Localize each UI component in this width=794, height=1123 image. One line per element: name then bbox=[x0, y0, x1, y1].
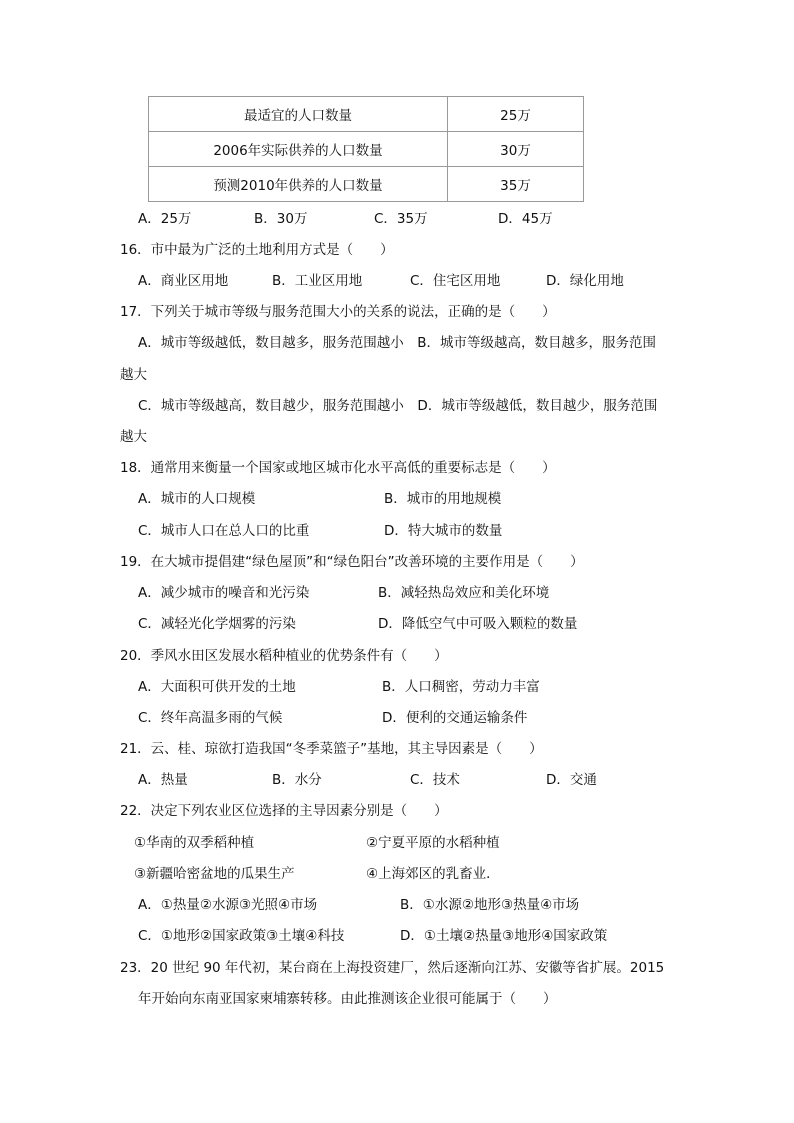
q22-item-3: ③新疆哈密盆地的瓜果生产 bbox=[134, 866, 295, 882]
table-cell-value: 25万 bbox=[448, 97, 584, 132]
q15-option-a: A．25万 bbox=[138, 211, 192, 227]
q18-option-d: D．特大城市的数量 bbox=[384, 523, 503, 539]
q17-options-line2-wrap: 越大 bbox=[120, 429, 147, 445]
q21-option-c: C．技术 bbox=[410, 772, 460, 788]
q22-item-1: ①华南的双季稻种植 bbox=[134, 835, 255, 851]
q17-options-line1-wrap: 越大 bbox=[120, 367, 147, 383]
table-row bbox=[149, 132, 584, 167]
q20-option-c: C．终年高温多雨的气候 bbox=[138, 710, 283, 726]
q20-stem: 20．季风水田区发展水稻种植业的优势条件有（ ） bbox=[120, 648, 448, 664]
q17-options-line1: A．城市等级越低，数目越多，服务范围越小 B．城市等级越高，数目越多，服务范围 bbox=[138, 335, 656, 351]
q19-option-b: B．减轻热岛效应和美化环境 bbox=[378, 585, 550, 601]
q23-stem-line2: 年开始向东南亚国家柬埔寨转移。由此推测该企业很可能属于（ ） bbox=[138, 991, 557, 1007]
q23-stem-line1: 23．20 世纪 90 年代初，某台商在上海投资建厂，然后逐渐向江苏、安徽等省扩展。2015 bbox=[120, 960, 665, 976]
q20-option-b: B．人口稠密，劳动力丰富 bbox=[382, 679, 540, 695]
q21-option-d: D．交通 bbox=[546, 772, 597, 788]
q16-option-a: A．商业区用地 bbox=[138, 273, 229, 289]
q22-item-2: ②宁夏平原的水稻种植 bbox=[366, 835, 500, 851]
q18-option-b: B．城市的用地规模 bbox=[384, 491, 502, 507]
q16-option-d: D．绿化用地 bbox=[546, 273, 624, 289]
table-cell-value: 30万 bbox=[448, 132, 584, 167]
q19-option-d: D．降低空气中可吸入颗粒的数量 bbox=[378, 616, 578, 632]
table-cell-label: 2006年实际供养的人口数量 bbox=[149, 132, 448, 167]
q15-option-d: D．45万 bbox=[498, 211, 553, 227]
q15-option-c: C．35万 bbox=[374, 211, 428, 227]
q21-option-a: A．热量 bbox=[138, 772, 188, 788]
q22-option-a: A．①热量②水源③光照④市场 bbox=[138, 897, 318, 913]
q20-option-d: D．便利的交通运输条件 bbox=[382, 710, 528, 726]
table-cell-label: 最适宜的人口数量 bbox=[149, 97, 448, 132]
q16-option-c: C．住宅区用地 bbox=[410, 273, 501, 289]
population-table bbox=[148, 96, 584, 202]
q18-option-a: A．城市的人口规模 bbox=[138, 491, 256, 507]
q16-option-b: B．工业区用地 bbox=[272, 273, 363, 289]
q22-option-d: D．①土壤②热量③地形④国家政策 bbox=[400, 928, 608, 944]
q17-options-line2: C．城市等级越高，数目越少，服务范围越小 D．城市等级越低，数目越少，服务范围 bbox=[138, 398, 658, 414]
q19-option-c: C．减轻光化学烟雾的污染 bbox=[138, 616, 296, 632]
q16-stem: 16．市中最为广泛的土地利用方式是（ ） bbox=[120, 242, 394, 258]
q17-stem: 17．下列关于城市等级与服务范围大小的关系的说法，正确的是（ ） bbox=[120, 304, 556, 320]
q19-stem: 19．在大城市提倡建“绿色屋顶”和“绿色阳台”改善环境的主要作用是（ ） bbox=[120, 554, 584, 570]
q18-option-c: C．城市人口在总人口的比重 bbox=[138, 523, 310, 539]
q19-option-a: A．减少城市的噪音和光污染 bbox=[138, 585, 310, 601]
table-row bbox=[149, 167, 584, 202]
q18-stem: 18．通常用来衡量一个国家或地区城市化水平高低的重要标志是（ ） bbox=[120, 460, 556, 476]
q22-stem: 22．决定下列农业区位选择的主导因素分别是（ ） bbox=[120, 803, 448, 819]
q21-option-b: B．水分 bbox=[272, 772, 322, 788]
q20-option-a: A．大面积可供开发的土地 bbox=[138, 679, 296, 695]
table-cell-label: 预测2010年供养的人口数量 bbox=[149, 167, 448, 202]
q22-item-4: ④上海郊区的乳畜业． bbox=[366, 866, 500, 882]
table-row bbox=[149, 97, 584, 132]
q15-option-b: B．30万 bbox=[254, 211, 308, 227]
q21-stem: 21．云、桂、琼欲打造我国“冬季菜篮子”基地，其主导因素是（ ） bbox=[120, 741, 543, 757]
table-cell-value: 35万 bbox=[448, 167, 584, 202]
q22-option-b: B．①水源②地形③热量④市场 bbox=[400, 897, 580, 913]
q22-option-c: C．①地形②国家政策③土壤④科技 bbox=[138, 928, 345, 944]
